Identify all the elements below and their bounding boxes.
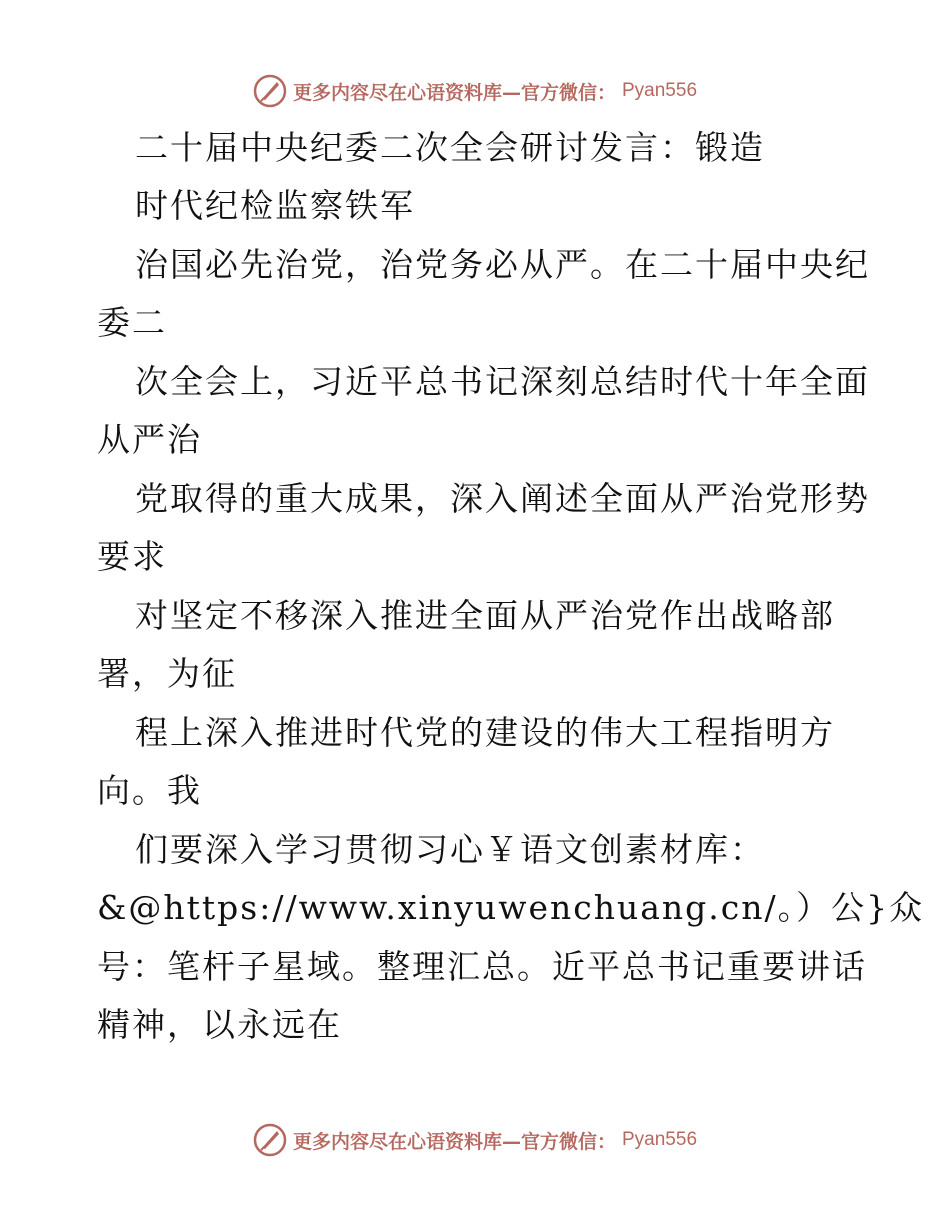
body-line: 们要深入学习贯彻习心￥语文创素材库： [135, 830, 765, 869]
watermark-contact: Pyan556 [622, 1129, 698, 1150]
body-line: 署，为征 [97, 654, 237, 693]
watermark-text: 更多内容尽在心语资料库—官方微信： [292, 1130, 616, 1153]
body-line: &@https://www.xinyuwenchuang.cn/。）公}众 [97, 888, 925, 927]
watermark-text: 更多内容尽在心语资料库—官方微信： [292, 81, 616, 104]
feather-pen-icon [253, 74, 287, 108]
body-line: 精神，以永远在 [97, 1005, 342, 1044]
header-watermark [0, 71, 950, 111]
body-line: 对坚定不移深入推进全面从严治党作出战略部 [135, 596, 835, 635]
footer-watermark [0, 1120, 950, 1160]
watermark-contact: Pyan556 [622, 80, 698, 101]
body-line: 次全会上，习近平总书记深刻总结时代十年全面 [135, 362, 870, 401]
document-title-line-1: 二十届中央纪委二次全会研讨发言：锻造 [135, 128, 765, 167]
document-title-line-2: 时代纪检监察铁军 [135, 186, 415, 225]
body-line: 程上深入推进时代党的建设的伟大工程指明方 [135, 713, 835, 752]
body-line: 委二 [97, 303, 167, 342]
body-line: 向。我 [97, 771, 202, 810]
body-line: 要求 [97, 537, 167, 576]
body-line: 党取得的重大成果，深入阐述全面从严治党形势 [135, 479, 870, 518]
feather-pen-icon [253, 1123, 287, 1157]
body-line: 治国必先治党，治党务必从严。在二十届中央纪 [135, 245, 870, 284]
body-line: 从严治 [97, 420, 202, 459]
body-line: 号：笔杆子星域。整理汇总。近平总书记重要讲话 [97, 947, 867, 986]
